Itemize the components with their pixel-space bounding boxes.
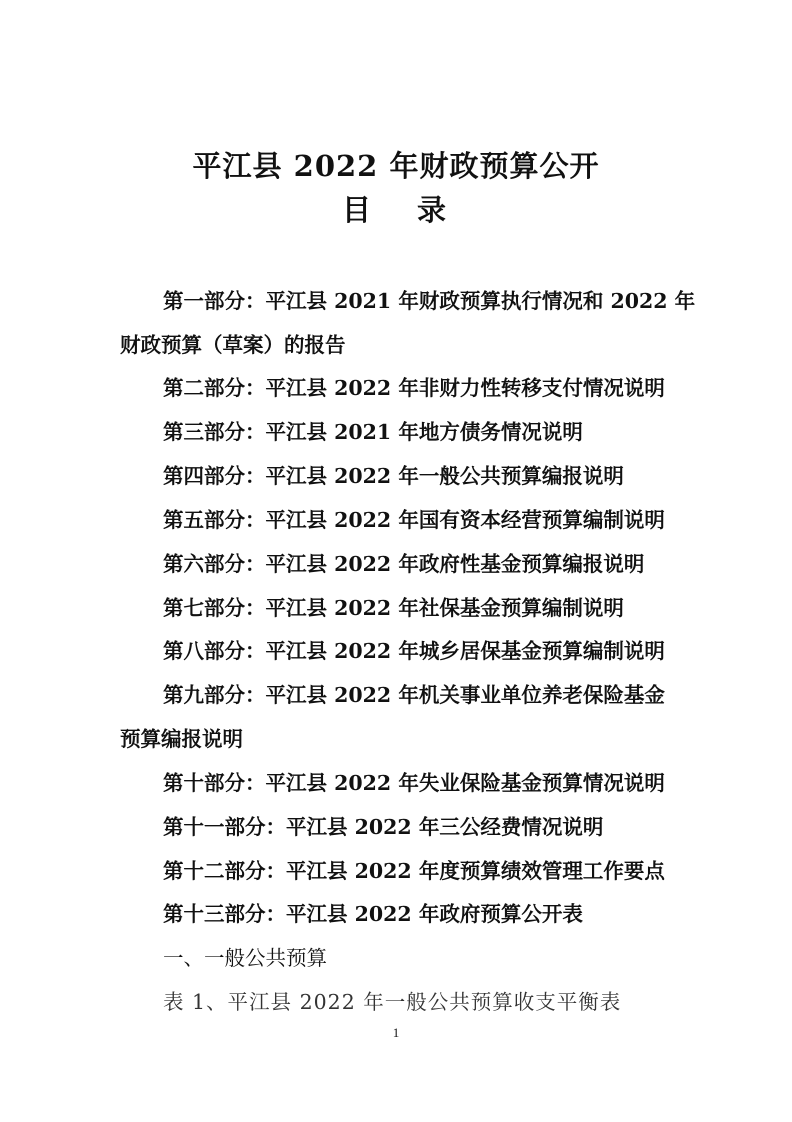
toc-entry-part-8: 第八部分：平江县 2022 年城乡居保基金预算编制说明 <box>163 639 665 663</box>
toc-heading: 目 录 <box>341 193 465 227</box>
toc-table-1: 表 1、平江县 2022 年一般公共预算收支平衡表 <box>163 990 622 1014</box>
document-title: 平江县 2022 年财政预算公开 <box>192 149 600 183</box>
toc-entry-part-10: 第十部分：平江县 2022 年失业保险基金预算情况说明 <box>163 771 665 795</box>
toc-entry-part-5: 第五部分：平江县 2022 年国有资本经营预算编制说明 <box>163 508 665 532</box>
toc-section-general-budget: 一、一般公共预算 <box>163 946 327 970</box>
toc-entry-part-1: 第一部分：平江县 2021 年财政预算执行情况和 2022 年 <box>163 289 696 313</box>
toc-entry-part-6: 第六部分：平江县 2022 年政府性基金预算编报说明 <box>163 552 645 576</box>
toc-entry-part-4: 第四部分：平江县 2022 年一般公共预算编报说明 <box>163 464 624 488</box>
toc-entry-part-13: 第十三部分：平江县 2022 年政府预算公开表 <box>163 902 583 926</box>
toc-entry-part-3: 第三部分：平江县 2021 年地方债务情况说明 <box>163 420 583 444</box>
toc-entry-part-12: 第十二部分：平江县 2022 年度预算绩效管理工作要点 <box>163 859 665 883</box>
toc-entry-part-1-continued: 财政预算（草案）的报告 <box>120 333 346 357</box>
page-number: 1 <box>392 1025 400 1040</box>
toc-entry-part-11: 第十一部分：平江县 2022 年三公经费情况说明 <box>163 815 604 839</box>
toc-entry-part-7: 第七部分：平江县 2022 年社保基金预算编制说明 <box>163 596 624 620</box>
toc-entry-part-2: 第二部分：平江县 2022 年非财力性转移支付情况说明 <box>163 376 665 400</box>
toc-entry-part-9: 第九部分：平江县 2022 年机关事业单位养老保险基金 <box>163 683 665 707</box>
toc-entry-part-9-continued: 预算编报说明 <box>120 727 243 751</box>
